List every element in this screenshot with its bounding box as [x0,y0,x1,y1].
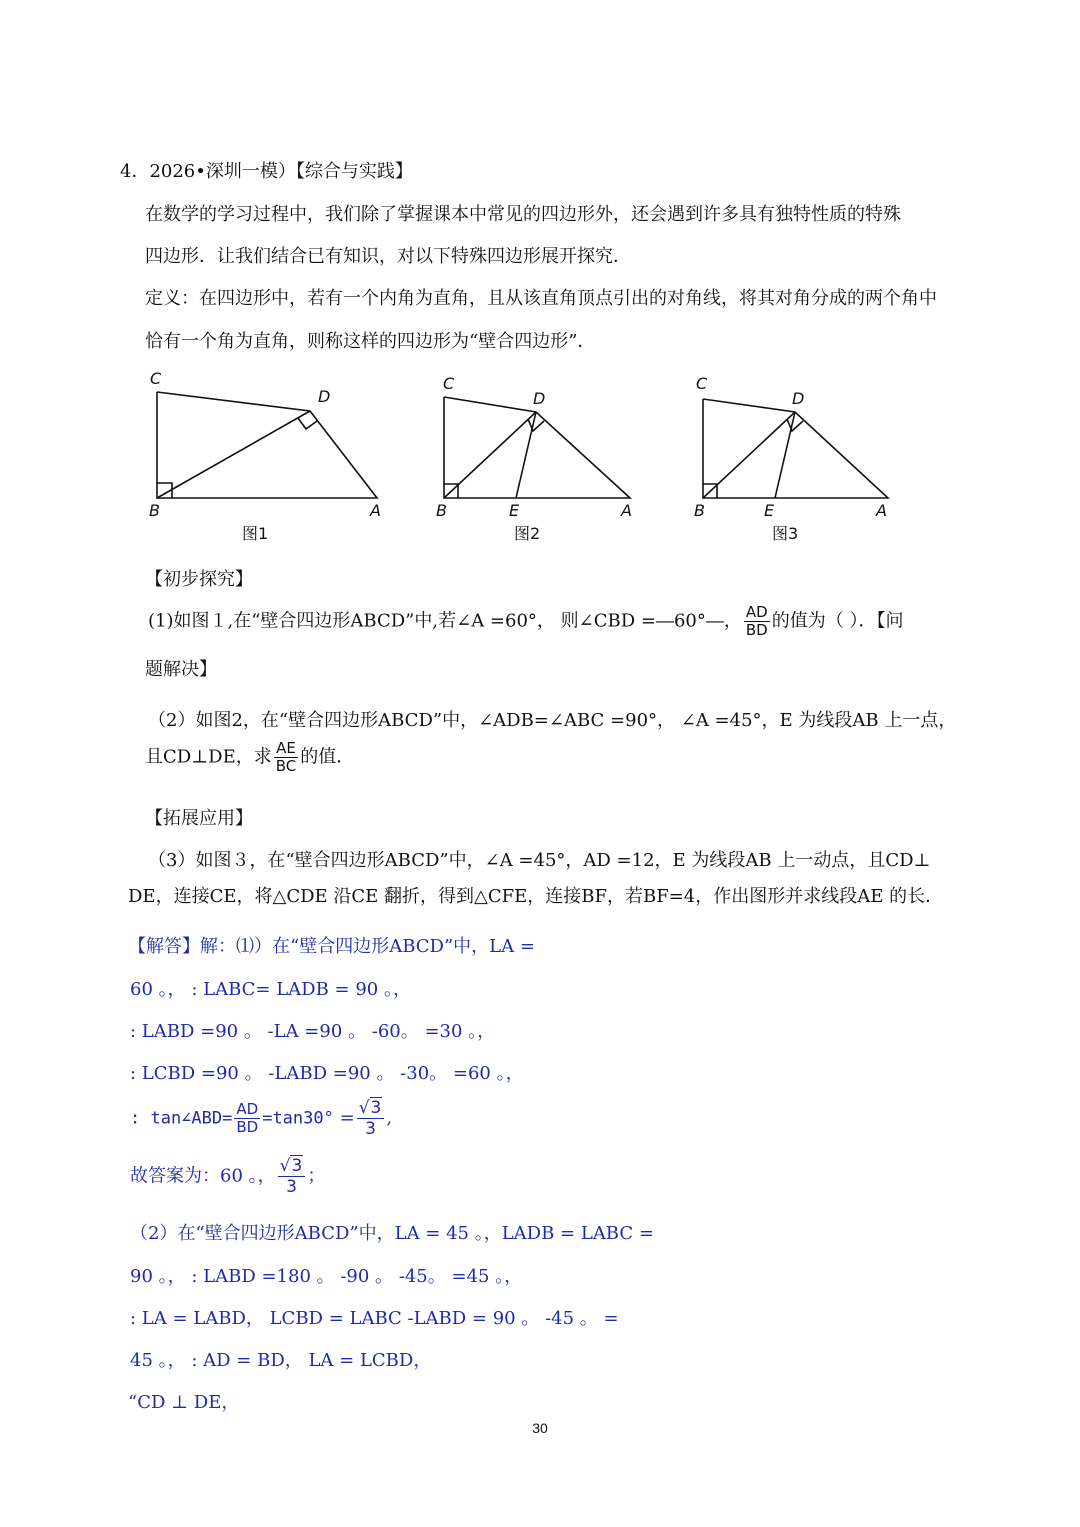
fig1-label-c: C [150,369,162,388]
fig2-label-c: C [443,374,455,393]
answer-tan-num: AD [234,1101,260,1119]
answer-result-radicand: 3 [291,1156,303,1176]
answer-line-11: “CD ⊥ DE， [128,1392,240,1413]
answer-line-10: 45 。， : AD = BD， LA = LCBD， [130,1350,432,1371]
answer-result-fraction [278,1156,306,1197]
q1-text-b: 则∠CBD =―60°― [560,610,724,632]
q2-text-b: 且CD⊥DE，求 [145,746,272,768]
fig1-label-a: A [370,501,381,520]
definition-line-2: 恰有一个角为直角，则称这样的四边形为“壁合四边形”． [145,331,596,352]
fig2-right-angle-d [528,419,544,431]
answer-radicand: 3 [370,1098,382,1118]
fig3-caption: 图3 [772,524,799,543]
fig3-right-angle-d [787,419,803,431]
answer-line-4: : LCBD =90 。 -LABD =90 。 -30。 =60 。， [130,1063,524,1084]
answer-line-8: 90 。， : LABD =180 。 -90 。 -45。 =45 。， [130,1266,523,1287]
fig2-caption: 图2 [514,524,541,543]
fig2-label-a: A [621,501,632,520]
answer-sqrt-den: 3 [365,1119,376,1139]
fig2-label-e: E [509,501,520,520]
fig2-segment-de [516,412,536,498]
problem-tag: 【综合与实践】 [295,161,413,182]
answer-line-1: 【解答】解：⑴）在“壁合四边形ABCD”中，LA = [128,936,535,957]
answer-result-label: 故答案为：60 。， [130,1165,276,1187]
fig1-quadrilateral [157,392,377,498]
fig3-label-a: A [876,501,887,520]
fig2-label-d: D [533,389,546,408]
answer-line-5 [130,1098,392,1139]
answer-sqrt-fraction [357,1098,385,1139]
definition-line-1: 定义：在四边形中，若有一个内角为直角，且从该直角顶点引出的对角线，将其对角分成的两个角中 [145,288,937,309]
intro-line-1: 在数学的学习过程中，我们除了掌握课本中常见的四边形外，还会遇到许多具有独特性质的特殊 [145,204,901,225]
answer-tan-lhs: : tan∠ABD= [130,1108,233,1129]
fig1-caption: 图1 [242,524,269,543]
fig3-label-c: C [696,374,708,393]
q2-frac-num: AE [274,740,299,758]
q2-frac-den: BC [275,757,297,775]
fig2-quadrilateral [444,397,630,498]
q2-text-c: 的值． [300,746,355,768]
q1-fraction [744,604,770,639]
question-3-line-1: （3）如图３，在“壁合四边形ABCD”中，∠A =45°，AD =12，E 为线段AB 上一动点，且CD⊥ [148,850,931,871]
fig2-label-b: B [436,501,447,520]
q1-frac-num: AD [744,604,770,622]
fig3-segment-de [775,412,795,498]
section-extend-title: 【拓展应用】 [145,808,253,829]
fig1-diagonal-bd [157,411,310,498]
answer-line-9: : LA = LABD， LCBD = LABC -LABD = 90 。 -45 。 = [130,1308,619,1329]
answer-tan-rhs: =tan30° [262,1108,334,1129]
answer-tan-den: BD [236,1118,259,1136]
answer-line-2: 60 。， : LABC= LADB = 90 。， [130,979,411,1000]
q1-text-c: 的值为（ ）．【问 [771,610,904,632]
answer-line-6 [130,1156,325,1197]
fig3-quadrilateral [703,399,888,498]
fig1-label-d: D [318,387,331,406]
question-2-line-1: （2）如图2，在“壁合四边形ABCD”中，∠ADB=∠ABC =90°， ∠A =45°，E 为线段AB 上一点， [148,710,957,731]
intro-line-2: 四边形．让我们结合已有知识，对以下特殊四边形展开探究． [145,246,631,267]
answer-result-den: 3 [286,1177,297,1197]
fig1-right-angle-d [298,418,317,429]
answer-result-num: √3 [278,1156,306,1177]
q1-sep: ， [723,610,742,632]
answer-line-7: （2）在“壁合四边形ABCD”中，LA = 45 。，LADB = LABC = [130,1223,654,1244]
answer-line-3: : LABD =90 。 -LA =90 。 -60。 =30 。， [130,1021,496,1042]
q1-frac-den: BD [745,621,768,639]
q1-text-a: (1)如图１,在“壁合四边形ABCD”中,若∠A =60°， [148,610,555,632]
section-initial-title: 【初步探究】 [145,569,253,590]
answer-tan-fraction [234,1101,260,1136]
fig3-label-e: E [764,501,775,520]
question-3-line-2: DE，连接CE，将△CDE 沿CE 翻折，得到△CFE，连接BF，若BF=4，作出图形并求线段AE 的长． [128,886,944,907]
question-2-line-2 [145,740,354,775]
fig3-label-d: D [792,389,805,408]
figures [140,365,900,555]
answer-equals: = [339,1107,355,1129]
fig1-label-b: B [149,501,160,520]
fig3-label-b: B [694,501,705,520]
page-number: 30 [532,1420,548,1436]
answer-sqrt-num: √3 [357,1098,385,1119]
question-1-line-1 [148,604,903,639]
answer-result-end: ； [307,1165,326,1187]
q2-fraction [274,740,299,775]
answer-comma: , [386,1107,393,1129]
problem-header [120,160,413,184]
problem-number: 4．2026•深圳一模） [120,161,296,182]
question-1-line-2: 题解决】 [145,659,217,680]
